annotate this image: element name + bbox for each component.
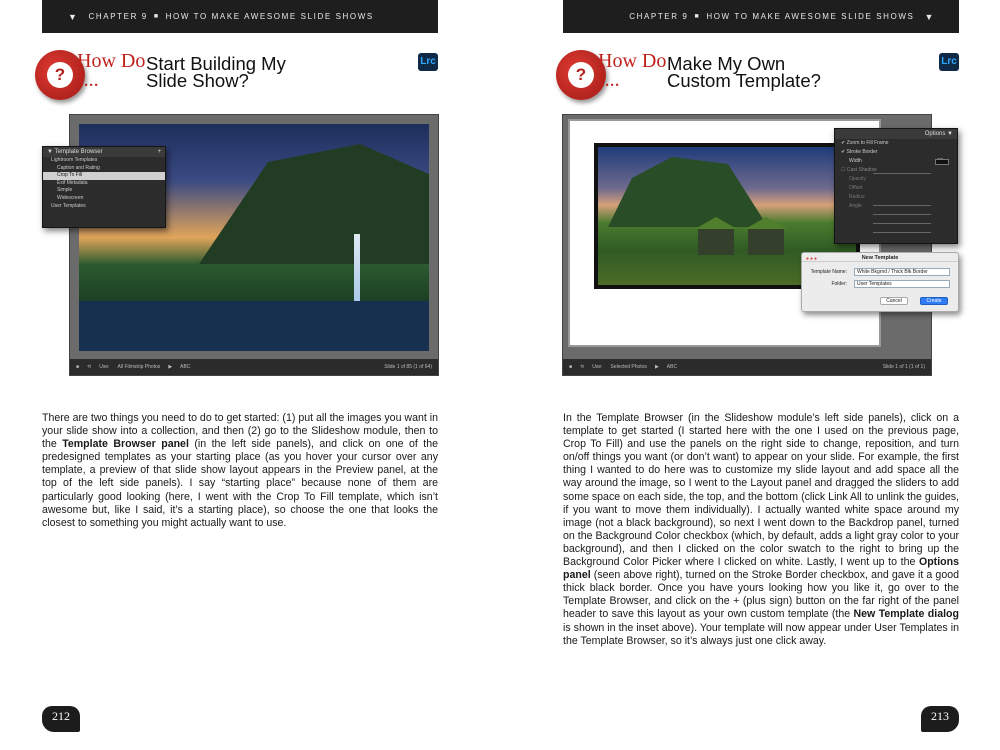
chevron-down-icon: ▼ [924, 11, 935, 22]
lrc-badge: Lrc [418, 53, 438, 71]
chapter-bar [42, 0, 438, 33]
template-browser-title: Template Browser [54, 149, 103, 155]
template-browser-header [43, 147, 165, 157]
body-text [563, 412, 959, 648]
chapter-bar [563, 0, 959, 33]
stop-icon[interactable]: ■ [569, 364, 573, 370]
folder-select[interactable]: User Templates [854, 280, 950, 288]
body-text-part: is shown in the inset above). Your template will now appear under User Templates in the Template Browser, so it’s always just one click away. [563, 621, 959, 647]
opacity-slider[interactable] [873, 205, 931, 206]
chapter-title: HOW TO MAKE AWESOME SLIDE SHOWS [165, 12, 374, 21]
create-button[interactable]: Create [920, 297, 948, 305]
use-label: Use: [99, 364, 110, 370]
rotate-icon[interactable]: ⟲ [580, 364, 585, 370]
body-text [42, 412, 438, 530]
page-title [667, 55, 821, 89]
page-number: 212 [42, 706, 80, 732]
template-item[interactable]: Simple [57, 187, 73, 194]
template-item[interactable]: Caption and Rating [57, 164, 100, 171]
title-line-2: Custom Template? [667, 70, 821, 91]
dialog-title: New Template [802, 253, 958, 262]
use-label: Use: [592, 364, 603, 370]
angle-label: Angle [849, 203, 862, 209]
stroke-label: Stroke Border [846, 149, 878, 155]
rotate-icon[interactable]: ⟲ [87, 364, 92, 370]
title-line-1: Start Building My [146, 53, 286, 74]
abc-button[interactable]: ABC [180, 364, 191, 370]
chevron-down-icon: ▼ [68, 11, 79, 22]
add-template-button[interactable]: + [157, 149, 161, 155]
slide-count: Slide 1 of 1 (1 of 1) [882, 364, 925, 370]
new-template-dialog [801, 252, 959, 312]
play-icon[interactable]: ▶ [168, 364, 173, 370]
how-do-i-logo-icon: ? [556, 50, 606, 100]
title-line-1: Make My Own [667, 53, 786, 74]
template-folder[interactable]: Lightroom Templates [51, 157, 98, 163]
page-number: 213 [921, 706, 959, 732]
stop-icon[interactable]: ■ [76, 364, 80, 370]
body-text-bold: Options panel [563, 556, 959, 582]
how-do-i-logo-icon: ? [35, 50, 85, 100]
lrc-badge: Lrc [939, 53, 959, 71]
slideshow-toolbar [563, 359, 931, 375]
slide-count: Slide 1 of 85 (1 of 64) [384, 364, 432, 370]
collapse-triangle-icon[interactable]: ▼ [947, 131, 953, 137]
cast-shadow-label: Cast Shadow [846, 167, 877, 173]
radius-label: Radius [849, 194, 865, 200]
offset-slider[interactable] [873, 214, 931, 215]
play-icon[interactable]: ▶ [654, 364, 659, 370]
body-text-part: (seen above right), turned on the Stroke Border checkbox, and gave it a good thick black border. Once you have yours looking how you like it, go over to the Template Browser, and click on the + (plus sign) button on the far right of the panel header to save this layout as your own custom template (the [563, 569, 959, 621]
zoom-to-fill-checkbox[interactable]: ✔ Zoom to Fill Frame [841, 140, 889, 146]
use-select[interactable]: All Filmstrip Photos [117, 364, 161, 370]
angle-slider[interactable] [873, 232, 931, 233]
chapter-label: CHAPTER 9 [629, 12, 689, 21]
width-label: Width [849, 158, 862, 164]
offset-label: Offset [849, 185, 863, 191]
template-item[interactable]: Widescreen [57, 194, 84, 201]
template-item[interactable]: Exif Metadata [57, 179, 88, 186]
template-name-input[interactable]: White Bkgrnd / Thick Blk Border [854, 268, 950, 276]
zoom-label: Zoom to Fill Frame [846, 140, 889, 146]
template-item-selected[interactable]: Crop To Fill [43, 172, 165, 180]
collapse-triangle-icon[interactable]: ▼ [47, 149, 55, 155]
opacity-label: Opacity [849, 176, 866, 182]
title-line-2: Slide Show? [146, 70, 249, 91]
folder-label: Folder: [831, 281, 847, 287]
chapter-label: CHAPTER 9 [88, 12, 148, 21]
template-folder[interactable]: User Templates [51, 202, 86, 209]
cancel-button[interactable]: Cancel [880, 297, 908, 305]
use-select[interactable]: Selected Photos [610, 364, 647, 370]
template-browser-panel [42, 146, 166, 228]
page-title [146, 55, 286, 89]
options-title: Options [924, 131, 946, 137]
abc-button[interactable]: ABC [666, 364, 678, 370]
square-bullet-icon: ■ [694, 13, 701, 20]
body-text-bold: New Template dialog [853, 608, 959, 621]
options-panel [834, 128, 958, 244]
radius-slider[interactable] [873, 223, 931, 224]
template-name-label: Template Name: [810, 269, 847, 275]
right-page [500, 0, 1000, 750]
window-controls-icon[interactable]: ●●● [806, 256, 819, 262]
body-text-part: (in the left side panels), and click on one of the predesigned templates as your starting place (as you hover your cursor over any template, a preview of that slide show layout appears in the Preview panel, at the top of the left side panels). I say “starting place” because none of them are particularly good looking (here, I went with the Crop To Fill template, which isn’t awesome but, like I said, it’s a starting place), so choose the one that looks the closest to something you might actually want to use. [42, 438, 438, 529]
body-text-bold: Template Browser panel [62, 438, 189, 451]
stroke-border-checkbox[interactable]: ✔ Stroke Border [841, 149, 878, 155]
chapter-title: HOW TO MAKE AWESOME SLIDE SHOWS [706, 12, 915, 21]
cast-shadow-checkbox[interactable]: ☐ Cast Shadow [841, 167, 877, 173]
body-text-part: There are two things you need to do to get started: (1) put all the images you want in your slide show into a collection, and then (2) go to the Slideshow module, then to the [42, 412, 438, 451]
body-text-part: In the Template Browser (in the Slideshow module’s left side panels), click on a template to get started (I started here with the one I used on the previous page, Crop To Fill) and use the panels on the right side to change, reposition, and turn on/off things you want (or don’t want) to appear on your slide. For example, the first thing I wanted to do here was to customize my slide layout and add space all the way around the image, so I went to the Layout panel and dragged the sliders to add some space on each side, the top, and the bottom (click Link All to unlink the guides, if you want to move them individually). I actually wanted white space around my image (not a black background), so next I went down to the Backdrop panel, turned on the Background Color checkbox (which, by default, adds a light gray color to your background), and then I clicked on the color swatch to the right to bring up the Background Color Picker where I clicked on white. Lastly, I went up to the [563, 412, 959, 569]
stroke-color-swatch[interactable] [935, 159, 949, 165]
width-slider[interactable] [873, 173, 931, 174]
options-header [835, 129, 957, 139]
logo-text: How Do I... [598, 50, 667, 91]
logo-text: How Do I... [77, 50, 146, 91]
square-bullet-icon: ■ [153, 13, 160, 20]
slideshow-toolbar [70, 359, 438, 375]
